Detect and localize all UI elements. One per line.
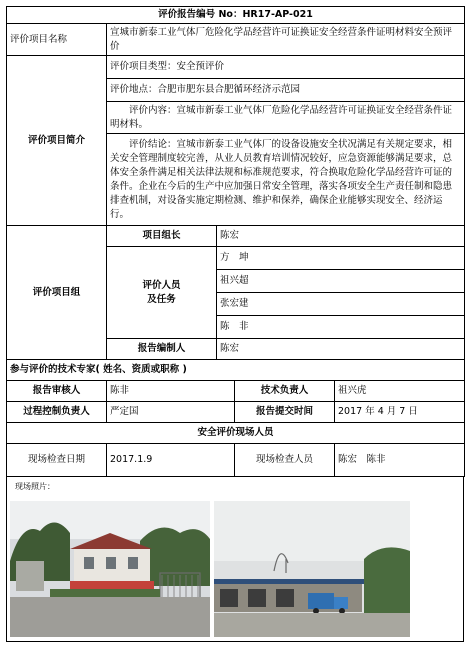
submit-date: 2017 年 4 月 7 日 [335,402,465,423]
author-name: 陈宏 [217,339,465,360]
leader-name: 陈宏 [217,226,465,247]
intro-label: 评价项目简介 [7,56,107,226]
process-control-label: 过程控制负责人 [7,402,107,423]
members-label: 评价人员 及任务 [107,247,217,339]
project-name-label: 评价项目名称 [7,24,107,56]
process-control-name: 严定国 [107,402,235,423]
project-conclusion: 评价结论：宣城市新泰工业气体厂的设备设施安全状况满足有关规定要求，相关安全管理制度较完善，从业人员教育培训情况较好，应急资源能够满足要求，总体安全条件满足相关法律法规和标准规范要求，符合换取危险化学品经营许可证的条件。企业在今后的生产中应加强日常安全管理，落实各项安全生产责任制和隐患排查机制，对设备实施定期检测、维护和保养，确保企业能够实现安全、经济运行。 [107,134,465,226]
site-photos-section [6,477,464,642]
author-label: 报告编制人 [107,339,217,360]
project-content: 评价内容：宣城市新泰工业气体厂危险化学品经营许可证换证安全经营条件证明材料。 [107,102,465,134]
evaluation-report-form [6,6,464,642]
reviewer-label: 报告审核人 [7,381,107,402]
report-number-title: 评价报告编号 No：HR17-AP-021 [7,7,465,24]
leader-label: 项目组长 [107,226,217,247]
submit-time-label: 报告提交时间 [235,402,335,423]
project-type: 评价项目类型：安全预评价 [107,56,465,79]
group-label: 评价项目组 [7,226,107,360]
site-inspectors: 陈宏 陈非 [335,444,465,477]
member-2: 祖兴超 [217,270,465,293]
project-location: 评价地点：合肥市肥东县合肥循环经济示范园 [107,79,465,102]
project-name-value: 宣城市新泰工业气体厂危险化学品经营许可证换证安全经营条件证明材料安全预评价 [107,24,465,56]
site-photo-entrance [10,501,210,637]
site-photo-warehouse [214,501,410,637]
tech-lead-name: 祖兴虎 [335,381,465,402]
member-4: 陈 非 [217,316,465,339]
reviewer-name: 陈非 [107,381,235,402]
site-photos-label: 现场照片： [15,482,55,491]
site-inspectors-label: 现场检查人员 [235,444,335,477]
site-personnel-header: 安全评价现场人员 [7,423,465,444]
site-date-label: 现场检查日期 [7,444,107,477]
report-table [6,6,465,477]
tech-lead-label: 技术负责人 [235,381,335,402]
site-date: 2017.1.9 [107,444,235,477]
member-1: 方 坤 [217,247,465,270]
tech-experts-label: 参与评价的技术专家( 姓名、资质或职称 ) [7,360,465,381]
member-3: 张宏建 [217,293,465,316]
